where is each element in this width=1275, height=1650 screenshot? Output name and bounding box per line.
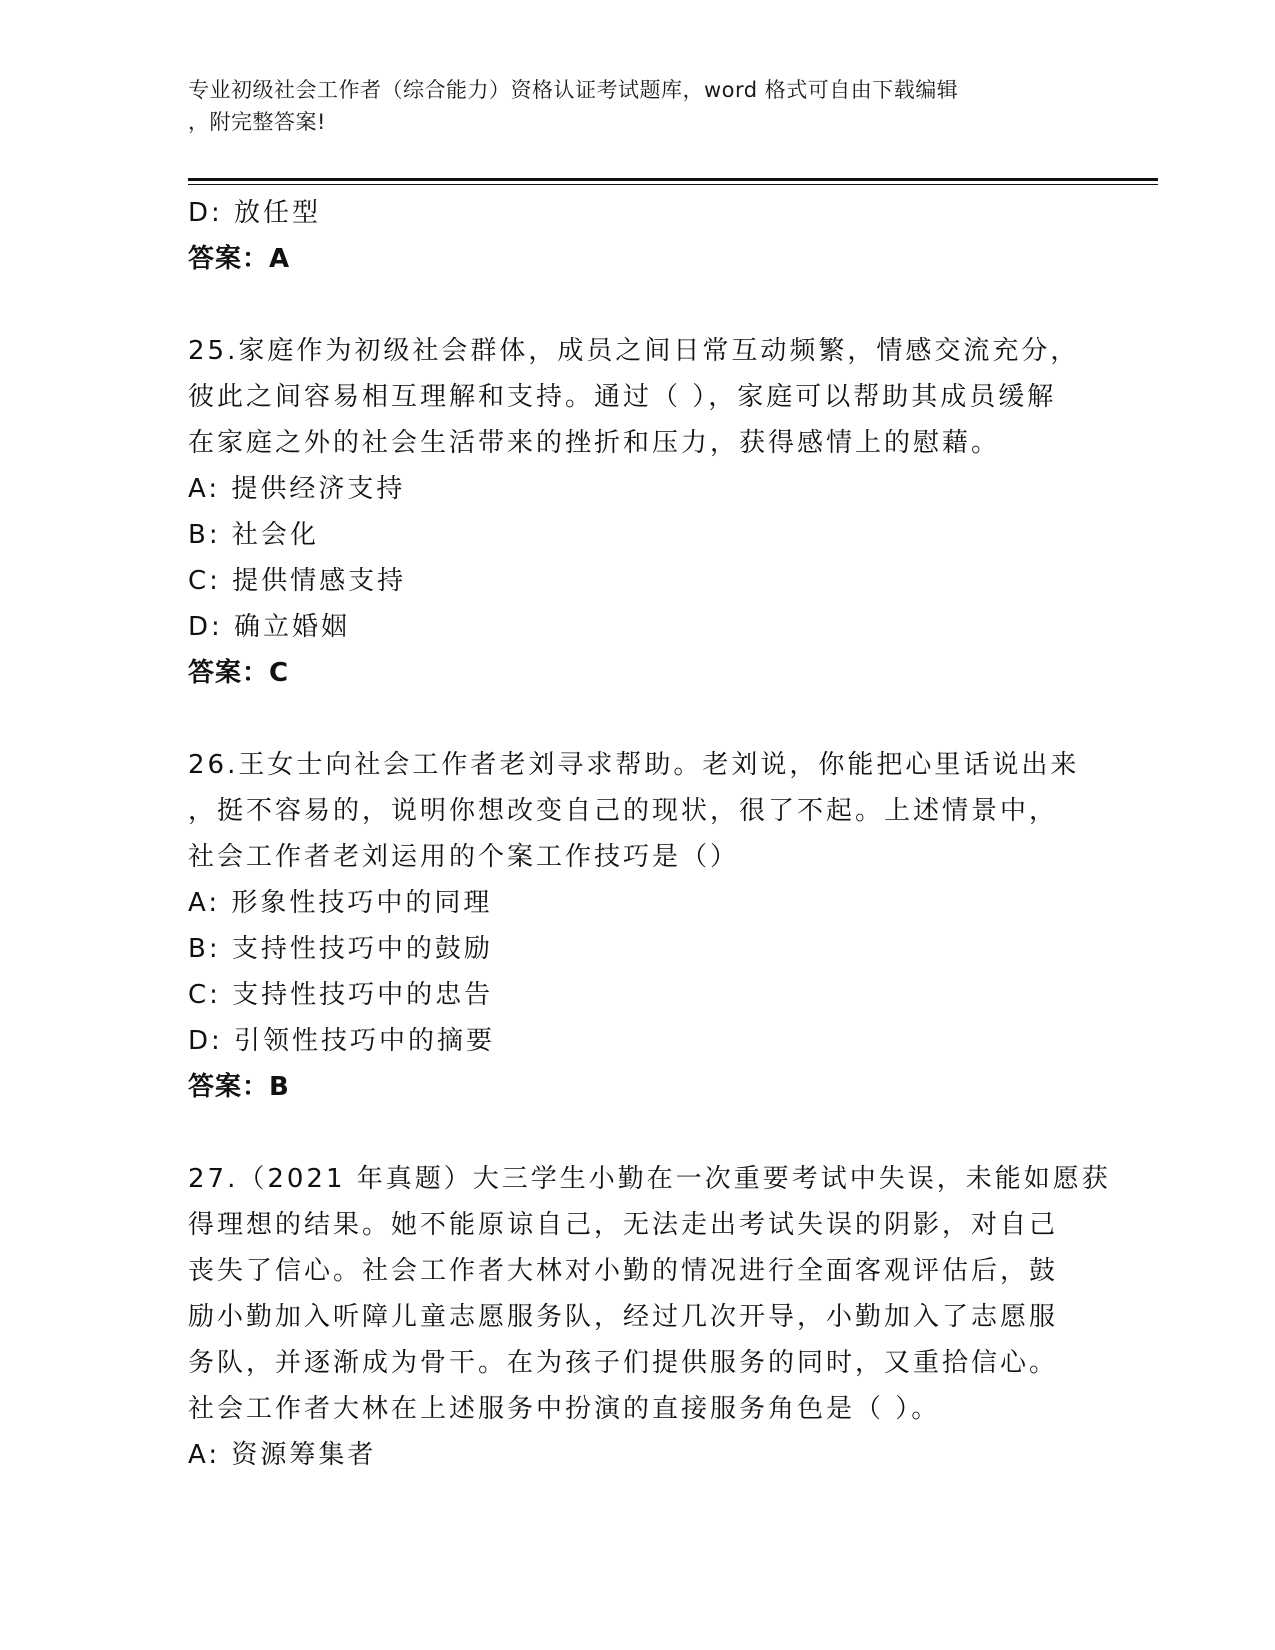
header-line-1: 专业初级社会工作者（综合能力）资格认证考试题库，word 格式可自由下载编辑 — [188, 78, 959, 102]
q27-stem-line: 务队，并逐渐成为骨干。在为孩子们提供服务的同时，又重拾信心。 — [188, 1348, 1059, 1378]
q27-stem-line: 27.（2021 年真题）大三学生小勤在一次重要考试中失误，未能如愿获 — [188, 1164, 1111, 1194]
page-header — [188, 74, 1068, 138]
q26-option-c: C: 支持性技巧中的忠告 — [188, 980, 494, 1010]
q27-stem-line: 励小勤加入听障儿童志愿服务队，经过几次开导，小勤加入了志愿服 — [188, 1302, 1059, 1332]
q25-option-b: B: 社会化 — [188, 520, 319, 550]
question-26 — [188, 742, 1088, 1110]
q26-answer: 答案：B — [188, 1072, 290, 1102]
q25-option-a: A: 提供经济支持 — [188, 474, 406, 504]
spacer — [188, 282, 1088, 328]
q25-stem-line: 25.家庭作为初级社会群体，成员之间日常互动频繁，情感交流充分， — [188, 336, 1080, 366]
q26-option-b: B: 支持性技巧中的鼓励 — [188, 934, 493, 964]
q26-stem-line: ，挺不容易的，说明你想改变自己的现状，很了不起。上述情景中， — [188, 796, 1059, 826]
spacer — [188, 696, 1088, 742]
header-rule-thick — [188, 178, 1158, 181]
q27-option-a: A: 资源筹集者 — [188, 1440, 377, 1470]
q25-option-c: C: 提供情感支持 — [188, 566, 407, 596]
q26-option-a: A: 形象性技巧中的同理 — [188, 888, 493, 918]
header-line-2: ，附完整答案! — [188, 110, 326, 134]
q25-stem-line: 在家庭之外的社会生活带来的挫折和压力，获得感情上的慰藉。 — [188, 428, 1001, 458]
q26-option-d: D: 引领性技巧中的摘要 — [188, 1026, 496, 1056]
q25-option-d: D: 确立婚姻 — [188, 612, 351, 642]
q26-stem-line: 社会工作者老刘运用的个案工作技巧是（） — [188, 842, 740, 872]
question-content — [188, 190, 1111, 1478]
question-27 — [188, 1156, 1111, 1478]
q26-stem-line: 26.王女士向社会工作者老刘寻求帮助。老刘说，你能把心里话说出来 — [188, 750, 1080, 780]
q25-stem-line: 彼此之间容易相互理解和支持。通过（ ），家庭可以帮助其成员缓解 — [188, 382, 1057, 412]
prev-option-d: D: 放任型 — [188, 198, 322, 228]
prev-answer: 答案：A — [188, 244, 291, 274]
header-rule-thin — [188, 184, 1158, 185]
q27-stem-line: 社会工作者大林在上述服务中扮演的直接服务角色是（ ）。 — [188, 1394, 941, 1424]
q27-stem-line: 得理想的结果。她不能原谅自己，无法走出考试失误的阴影，对自己 — [188, 1210, 1059, 1240]
question-25 — [188, 328, 1088, 696]
q25-answer: 答案：C — [188, 658, 290, 688]
spacer — [188, 1110, 1088, 1156]
q27-stem-line: 丧失了信心。社会工作者大林对小勤的情况进行全面客观评估后，鼓 — [188, 1256, 1059, 1286]
